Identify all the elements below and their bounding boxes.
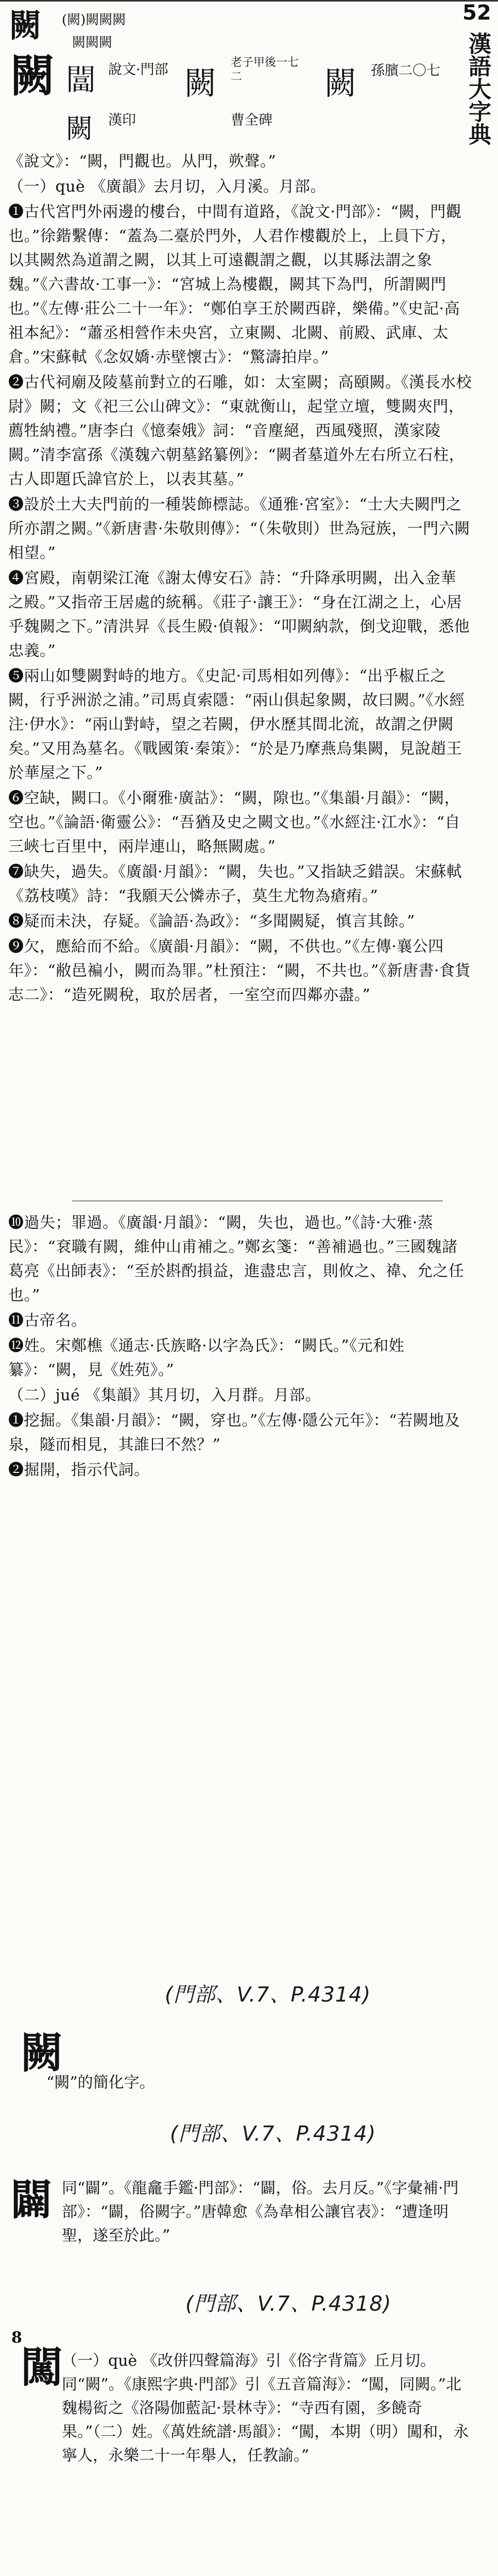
seal-form-4: 闕 [66,114,93,145]
handwritten-annotation-3: (門部、V.7、P.4318) [185,2292,392,2316]
paragraph: ❶挖掘。《集韻·月韻》：“闕，穿也。”《左傳·隱公元年》：“若闕地及泉，隧而相見，其誰曰不然？” [8,1412,460,1454]
stroke-count-1: 8 [11,2329,22,2347]
entry-glyph-3: 闖 [21,2343,63,2392]
entry-text-3: （一）què 《改併四聲篇海》引《俗字背篇》丘月切。同“闕”。《康熙字典·門部》引《五音篇海》：“闖，同闕。”北魏楊衒之《洛陽伽藍記·景林寺》：“寺西有園，多饒奇果。”（二）姓。《萬姓統譜·馬韻》：“闖，本期（明）闖和，永寧人，永樂二十一年舉人，任教諭。” [62,2352,469,2465]
paragraph: ❹宮殿，南朝梁江淹《謝太傅安石》詩：“升降承明闕，出入金華之殿。”又指帝王居處的統稱。《莊子·讓王》：“身在江湖之上，心居乎魏闕之下。”清洪昇《長生殿·偵報》：“叩闕納款，倒戈迎戰，悉他忠義。” [8,569,470,660]
paragraph: ❺兩山如雙闕對峙的地方。《史記·司馬相如列傳》：“出乎椒丘之闕，行乎洲淤之浦。”司馬貞索隱：“兩山俱起象闕，故曰闕。”《水經注·伊水》：“兩山對峙，望之若闕，伊水歷其間北流，故謂之伊闕矣。”又用為墓名。《戰國策·秦策》：“於是乃摩燕烏集闕，見說趙王於華屋之下。” [8,667,466,782]
book-title-text: 漢語大字典 [465,32,491,145]
seal-form-2: 闕 [184,64,217,102]
paragraph: ❶古代宮門外兩邊的樓台，中間有道路，《說文·門部》：“闕，門觀也。”徐鍇繫傳：“蓋為二臺於門外，人君作樓觀於上，上員下方，以其闕然為道謂之闕，以其上可遠觀謂之觀，以其縣法謂之象魏。”《六書故·工事一》：“宮城上為樓觀，闕其下為門，所謂闕門也。”《左傳·莊公二十一年》：“鄭伯享王於闕西辟，樂備。”《史記·高祖本紀》：“蕭丞相營作未央宮，立東闕、北闕、前殿、武庫、太倉。”宋蘇軾《念奴嬌·赤壁懷古》：“驚濤拍岸。” [8,203,462,366]
paragraph: ❻空缺，闕口。《小爾雅·廣詁》：“闕，隙也。”《集韻·月韻》：“闕，空也。”《論語·衛靈公》：“吾猶及史之闕文也。”《水經注·江水》：“自三峽七百里中，兩岸連山，略無闕處。” [8,789,460,856]
entry-text-1: “闕”的簡化字。 [46,2074,155,2092]
book-title [463,32,489,152]
handwritten-annotation-2: (門部、V.7、P.4314) [170,2122,376,2146]
header-alt-forms-2: 闕闕闕 [72,35,113,50]
handwritten-annotation-1: (門部、V.7、P.4314) [165,1983,371,2007]
paragraph: （一）què 《廣韻》去月切，入月溪。月部。 [8,178,326,196]
seal-form-3: 闕 [324,64,357,102]
entry-glyph-1: 闕 [21,2028,63,2078]
entry-glyph-2: 闢 [10,2175,53,2225]
source-label-4: 漢印 [108,112,136,128]
paragraph: ❽疑而未決，存疑。《論語·為政》：“多聞闕疑，慎言其餘。” [8,912,415,930]
source-label-1: 說文·門部 [108,62,168,78]
header-glyph: 闕 [9,7,42,44]
paragraph: ⓫古帝名。 [8,1312,87,1330]
source-label-2: 老子甲後一七二 [231,56,299,83]
paragraph: （二）jué 《集韻》其月切，入月群。月部。 [8,1386,321,1404]
paragraph: ⓬姓。宋鄭樵《通志·氏族略·以字為氏》：“闕氏。”《元和姓纂》：“闕，見《姓苑》。” [8,1337,405,1379]
paragraph: ❿過失；罪過。《廣韻·月韻》：“闕，失也，過也。”《詩·大雅·蒸民》：“袞職有闕，維仲山甫補之。”鄭玄箋：“善補過也。”三國魏諸葛亮《出師表》：“至於斟酌損益，進盡忠言，則攸之、禕、允之任也。” [8,1214,465,1304]
source-label-5: 曹全碑 [231,112,272,128]
paragraph: ❾欠，應給而不給。《廣韻·月韻》：“闕，不供也。”《左傳·襄公四年》：“敝邑褊小，闕而為罪。”杜預注：“闕，不共也。”《新唐書·食貨志二》：“造死闕稅，取於居者，一室空而四鄰亦盡。” [8,938,471,1004]
paragraph: ❼缺失，過失。《廣韻·月韻》：“闕，失也。”又指缺乏錯誤。宋蘇軾《荔枝嘆》詩：“我願天公憐赤子，莫生尤物為瘡痏。” [8,863,462,905]
paragraph: 《說文》：“闕，門觀也。从門，欮聲。” [8,152,277,171]
paragraph: ❷掘開，指示代詞。 [8,1461,150,1479]
main-entry-glyph: 闕 [10,50,55,102]
paragraph: ❸設於土大夫門前的一種裝飾標誌。《通雅·宮室》：“士大夫闕門之所亦謂之闕。”《新唐書·朱敬則傳》：“（朱敬則）世為冠族，一門六闕相望。” [8,496,470,562]
seal-form-1: 𨵩 [66,62,96,97]
top-border [0,0,498,2]
header-alt-forms: (闕)闕闕闕 [62,12,126,28]
source-label-3: 孫臏二〇七 [371,63,440,79]
separator [72,1200,443,1201]
paragraph: ❷古代祠廟及陵墓前對立的石雕，如：太室闕；高頤闕。《漢長水校尉》闕；文《祀三公山碑文》：“東就衡山，起堂立壇，雙闕夾門，薦牲納禮。”唐李白《憶秦娥》詞：“音塵絕，西風殘照，漢家陵闕。”清李富孫《漢魏六朝墓銘纂例》：“闕者墓道外左右所立石柱，古人即題氏諱官於上，以表其墓。” [8,374,472,488]
entry-text-2: 同“闢”。《龍龕手鑑·門部》：“闢，俗。去月反。”《字彙補·門部》：“闢，俗闕字。”唐韓愈《為韋相公讓官表》：“遭逢明聖，遂至於此。” [62,2179,459,2245]
definition-block-1 [8,149,472,1008]
page-number: 52 [462,1,491,25]
definition-block-2 [8,1211,472,1483]
